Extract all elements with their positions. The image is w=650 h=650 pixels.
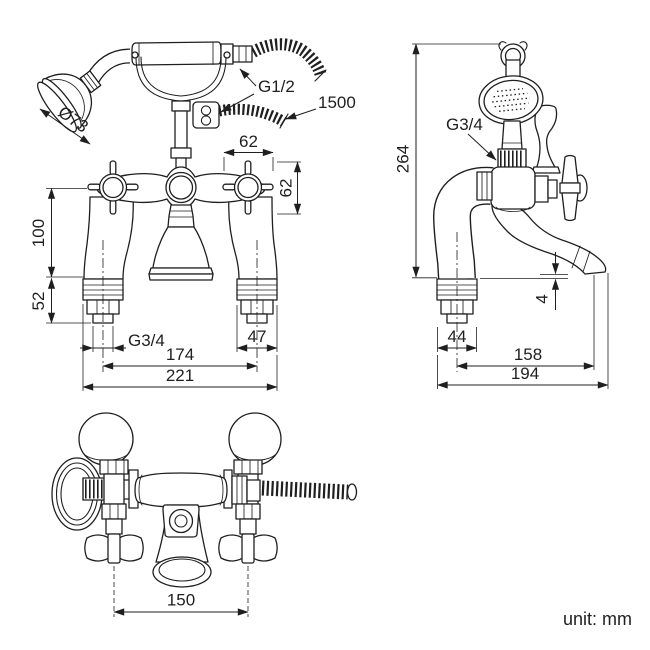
shower-connector <box>498 121 526 169</box>
label-overall-depth: 194 <box>510 364 540 383</box>
dim-handle-height <box>277 162 302 214</box>
label-inlet-thread: G3/4 <box>128 331 165 350</box>
tub-spout <box>149 205 213 280</box>
label-hose-length: 1500 <box>318 93 356 112</box>
cross-handle-side <box>560 156 587 221</box>
cradle-hook <box>499 42 527 80</box>
label-overall-height: 264 <box>393 144 413 174</box>
spout-cone-top <box>153 505 211 587</box>
hose-outlet-fitting <box>193 102 219 128</box>
label-spout-clearance: 4 <box>532 294 552 304</box>
cross-handle-top-right <box>219 504 278 563</box>
handle-dome-right <box>229 413 281 465</box>
shower-hose-lower <box>219 109 288 128</box>
dim-handset-thread <box>446 115 496 160</box>
inlet-leg-right <box>229 197 277 323</box>
hose-coupling-top <box>232 476 260 504</box>
inlet-leg-side <box>437 186 492 323</box>
inlet-leg-left <box>83 197 133 323</box>
valve-collar-left <box>100 460 128 504</box>
label-handle-height: 62 <box>276 178 296 198</box>
top-view <box>52 413 357 617</box>
label-spout-reach: 158 <box>513 345 543 364</box>
label-inlet-width: 47 <box>247 327 267 346</box>
dim-shank-length <box>29 279 91 324</box>
label-inlet-centres: 174 <box>165 345 195 364</box>
label-overall-width: 221 <box>165 366 195 385</box>
dim-inlet-centres <box>103 345 257 366</box>
dim-leg-width <box>438 327 477 352</box>
label-body-height: 100 <box>29 218 48 248</box>
unit-label: unit: mm <box>562 609 632 629</box>
label-hose-thread: G1/2 <box>258 77 295 96</box>
dim-body-height <box>29 189 87 278</box>
shower-hose-upper <box>253 44 326 81</box>
label-handset-thread: G3/4 <box>446 115 483 134</box>
dim-inlet-thread <box>80 326 165 352</box>
shower-hose-top <box>262 484 357 500</box>
side-view <box>394 42 609 389</box>
hand-shower-arm <box>92 56 130 80</box>
front-view <box>29 42 356 391</box>
handset-grip <box>132 42 221 65</box>
cradle-post <box>171 101 191 174</box>
handset-lever <box>532 105 560 173</box>
dim-hose-thread <box>221 69 295 112</box>
label-handle-width: 62 <box>239 132 258 151</box>
dim-spout-clearance <box>533 252 569 310</box>
label-head-diameter: Ø73 <box>54 102 92 137</box>
handset-grip-top <box>129 470 232 508</box>
handle-dome-left <box>79 413 133 465</box>
diverter-hub <box>166 173 196 203</box>
label-leg-width: 44 <box>447 327 467 346</box>
dim-hose-length <box>286 93 356 119</box>
label-shank-length: 52 <box>29 291 48 311</box>
label-handle-centres: 150 <box>166 590 196 610</box>
